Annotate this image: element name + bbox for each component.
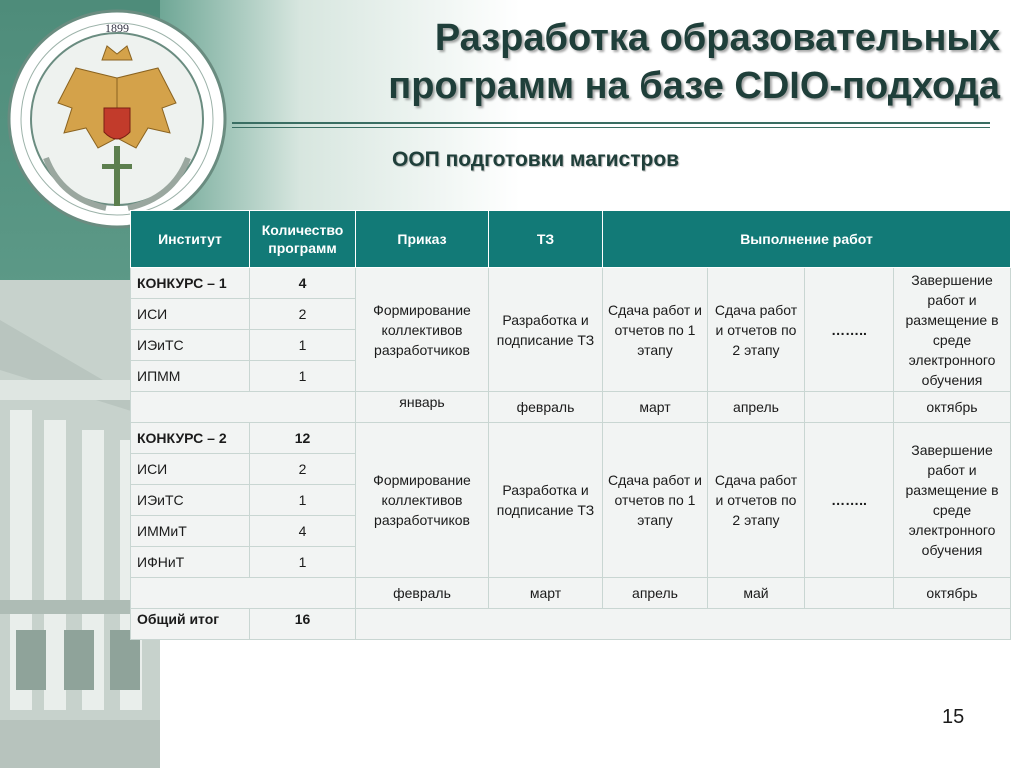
institute-name: ИСИ: [131, 299, 250, 330]
total-count: 16: [250, 609, 356, 640]
block1-month-stage2: апрель: [708, 392, 805, 423]
program-count: 1: [250, 361, 356, 392]
header-tz: ТЗ: [489, 211, 603, 268]
block2-month-stage1: апрель: [603, 578, 708, 609]
month-empty: [131, 392, 356, 423]
block2-stage2: Сдача работ и отчетов по 2 этапу: [708, 423, 805, 578]
block2-tz: Разработка и подписание ТЗ: [489, 423, 603, 578]
title-divider-thin: [232, 127, 990, 128]
block1-title-count: 4: [250, 268, 356, 299]
block1-month-stage1: март: [603, 392, 708, 423]
title-line-1: Разработка образовательных: [434, 17, 1000, 59]
block2-month-final: октябрь: [894, 578, 1011, 609]
institute-name: ИФНиТ: [131, 547, 250, 578]
block1-month-ellipsis: [805, 392, 894, 423]
month-empty: [131, 578, 356, 609]
institute-name: ИММиТ: [131, 516, 250, 547]
institute-name: ИСИ: [131, 454, 250, 485]
block2-final: Завершение работ и размещение в среде электронного обучения: [894, 423, 1011, 578]
block2-month-stage2: май: [708, 578, 805, 609]
program-count: 1: [250, 330, 356, 361]
table-row: [131, 268, 1011, 299]
page-number: 15: [942, 706, 965, 728]
total-row: [131, 609, 1011, 640]
block1-order: Формирование коллективов разработчиков: [356, 268, 489, 392]
block2-month-order: февраль: [356, 578, 489, 609]
program-count: 1: [250, 547, 356, 578]
total-empty: [356, 609, 1011, 640]
block2-title: КОНКУРС – 2: [131, 423, 250, 454]
institute-name: ИЭиТС: [131, 330, 250, 361]
slide-subtitle: ООП подготовки магистров: [392, 148, 680, 171]
block1-final: Завершение работ и размещение в среде электронного обучения: [894, 268, 1011, 392]
block1-stage2: Сдача работ и отчетов по 2 этапу: [708, 268, 805, 392]
table-header-row: [131, 211, 1011, 268]
header-count: Количество программ: [250, 211, 356, 268]
block1-stage1: Сдача работ и отчетов по 1 этапу: [603, 268, 708, 392]
block1-ellipsis: ……..: [805, 268, 894, 392]
block1-title: КОНКУРС – 1: [131, 268, 250, 299]
institute-name: ИЭиТС: [131, 485, 250, 516]
block1-months-row: [131, 392, 1011, 423]
program-count: 4: [250, 516, 356, 547]
block2-stage1: Сдача работ и отчетов по 1 этапу: [603, 423, 708, 578]
header-work: Выполнение работ: [603, 211, 1011, 268]
block2-order: Формирование коллективов разработчиков: [356, 423, 489, 578]
institute-name: ИПММ: [131, 361, 250, 392]
block2-months-row: [131, 578, 1011, 609]
svg-text:1899: 1899: [105, 21, 129, 35]
block2-title-count: 12: [250, 423, 356, 454]
block2-month-ellipsis: [805, 578, 894, 609]
header-order: Приказ: [356, 211, 489, 268]
block1-month-tz: февраль: [489, 392, 603, 423]
program-count: 2: [250, 299, 356, 330]
table-row: [131, 423, 1011, 454]
title-line-2: программ на базе CDIO-подхода: [388, 65, 1000, 107]
program-count: 2: [250, 454, 356, 485]
university-seal-logo: [6, 8, 228, 230]
total-label: Общий итог: [131, 609, 250, 640]
block1-month-final: октябрь: [894, 392, 1011, 423]
block1-tz: Разработка и подписание ТЗ: [489, 268, 603, 392]
program-plan-table: [130, 210, 1011, 640]
title-divider-thick: [232, 122, 990, 124]
slide-title: [300, 14, 1000, 110]
block1-month-order: январь: [356, 392, 489, 423]
block2-ellipsis: ……..: [805, 423, 894, 578]
program-count: 1: [250, 485, 356, 516]
block2-month-tz: март: [489, 578, 603, 609]
header-institute: Институт: [131, 211, 250, 268]
